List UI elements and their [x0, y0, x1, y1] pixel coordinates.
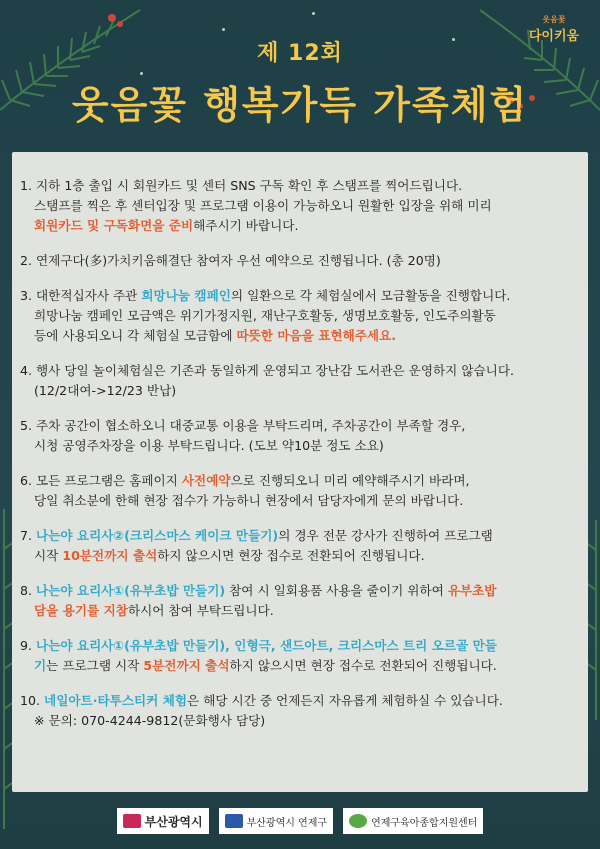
notice-item [20, 581, 582, 621]
notice-item [20, 286, 582, 346]
notice-text: 2. 연제구다(多)가치키움해결단 참여자 우선 예약으로 진행됩니다. (총 20명) [20, 253, 441, 268]
notice-text: 시청 공영주차장을 이용 부탁드립니다. (도보 약10분 정도 소요) [34, 438, 384, 453]
busan-city-logo [117, 808, 209, 834]
notice-line [20, 436, 582, 456]
footer-logos [0, 793, 600, 849]
highlighted-text: 담을 용기를 지참 [34, 603, 128, 618]
notice-line [20, 196, 582, 216]
notice-line [20, 601, 582, 621]
notice-text: (12/2대여->12/23 반납) [34, 383, 177, 398]
notice-text: 6. 모든 프로그램은 홈페이지 [20, 473, 182, 488]
notice-text: 은 해당 시간 중 언제든지 자유롭게 체험하실 수 있습니다. [187, 693, 503, 708]
notice-line [20, 216, 582, 236]
childcare-mark-icon [349, 814, 367, 828]
notice-line [20, 581, 582, 601]
notice-text: 시작 [34, 548, 63, 563]
notice-text: 1. 지하 1층 출입 시 회원카드 및 센터 SNS 구독 확인 후 스탬프를 찍어드립니다. [20, 178, 463, 193]
notice-line [20, 306, 582, 326]
notice-item [20, 691, 582, 731]
notice-line [20, 656, 582, 676]
busan-city-logo-text: 부산광역시 [144, 814, 203, 829]
notice-text: 의 일환으로 각 체험실에서 모금활동을 진행합니다. [230, 288, 511, 303]
notice-line [20, 471, 582, 491]
notice-text: 참여 시 일회용품 사용을 줄이기 위하여 [225, 583, 448, 598]
item-spacer [20, 236, 582, 251]
item-spacer [20, 456, 582, 471]
yeonje-gu-logo [219, 808, 333, 834]
highlighted-text: 나는야 요리사②(크리스마스 케이크 만들기) [36, 528, 279, 543]
notice-text: 당일 취소분에 한해 현장 접수가 가능하니 현장에서 담당자에게 문의 바랍니다. [34, 493, 464, 508]
notice-line [20, 251, 582, 271]
childcare-center-logo [343, 808, 483, 834]
star-decoration [312, 12, 315, 15]
notice-text: 하지 않으시면 현장 접수로 전환되어 진행됩니다. [157, 548, 425, 563]
item-spacer [20, 676, 582, 691]
highlighted-text: 따뜻한 마음을 표현해주세요. [236, 328, 397, 343]
notice-line [20, 176, 582, 196]
notice-list [20, 176, 582, 731]
item-spacer [20, 346, 582, 361]
notice-text: ※ 문의: 070-4244-9812(문화행사 담당) [34, 713, 266, 728]
notice-line [20, 691, 582, 711]
notice-text: 하시어 참여 부탁드립니다. [127, 603, 274, 618]
event-edition-subtitle: 제 12회 [257, 41, 343, 66]
notice-item [20, 471, 582, 511]
notice-text: 해주시기 바랍니다. [193, 218, 299, 233]
star-decoration [222, 28, 225, 31]
notice-text: 10. [20, 693, 45, 708]
busan-mark-icon [123, 814, 141, 828]
notice-text: 5. 주차 공간이 협소하오니 대중교통 이용을 부탁드리며, 주차공간이 부족할 경우, [20, 418, 466, 433]
notice-line [20, 381, 582, 401]
notice-text: 는 프로그램 시작 [46, 658, 144, 673]
yeonje-mark-icon [225, 814, 243, 828]
page-title: 웃음꽃 행복가득 가족체험 [71, 83, 529, 127]
logo-main-text: 다이키움 [528, 29, 580, 44]
notice-line [20, 711, 582, 731]
item-spacer [20, 511, 582, 526]
notice-line [20, 361, 582, 381]
notice-item [20, 361, 582, 401]
highlighted-text: 사전예약 [181, 473, 231, 488]
highlighted-text: 회원카드 및 구독화면을 준비 [34, 218, 194, 233]
highlighted-text: 기 [34, 658, 47, 673]
notice-text: 등에 사용되오니 각 체험실 모금함에 [34, 328, 237, 343]
notice-line [20, 286, 582, 306]
notice-line [20, 326, 582, 346]
notice-line [20, 526, 582, 546]
notice-panel [12, 152, 588, 792]
notice-text: 의 경우 전문 강사가 진행하여 프로그램 [278, 528, 493, 543]
notice-item [20, 636, 582, 676]
notice-text: 희망나눔 캠페인 모금액은 위기가정지원, 재난구호활동, 생명보호활동, 인도주의활동 [34, 308, 496, 323]
highlighted-text: 5분전까지 출석 [143, 658, 230, 673]
notice-item [20, 526, 582, 566]
item-spacer [20, 566, 582, 581]
highlighted-text: 유부초밥 [447, 583, 497, 598]
notice-text: 8. [20, 583, 37, 598]
highlighted-text: 희망나눔 캠페인 [141, 288, 231, 303]
highlighted-text: 10분전까지 출석 [62, 548, 158, 563]
notice-item [20, 251, 582, 271]
notice-line [20, 416, 582, 436]
notice-text: 으로 진행되오니 미리 예약해주시기 바라며, [230, 473, 470, 488]
highlighted-text: 네일아트·타투스티커 체험 [44, 693, 188, 708]
highlighted-text: 나는야 요리사①(유부초밥 만들기) [36, 583, 226, 598]
notice-text: 하지 않으시면 현장 접수로 전환되어 진행됩니다. [229, 658, 497, 673]
logo-small-text: 웃음꽃 [542, 15, 566, 24]
item-spacer [20, 621, 582, 636]
notice-item [20, 176, 582, 236]
notice-text: 스탬프를 찍은 후 센터입장 및 프로그램 이용이 가능하오니 원활한 입장을 위해 미리 [34, 198, 492, 213]
highlighted-text: 나는야 요리사①(유부초밥 만들기), 인형극, 샌드아트, 크리스마스 트리 오르골 만들 [36, 638, 497, 653]
notice-text: 7. [20, 528, 37, 543]
notice-line [20, 546, 582, 566]
yeonje-gu-logo-text: 부산광역시 연제구 [246, 817, 328, 829]
childcare-center-logo-text: 연제구육아종합지원센터 [371, 817, 478, 829]
notice-line [20, 491, 582, 511]
item-spacer [20, 271, 582, 286]
item-spacer [20, 401, 582, 416]
notice-line [20, 636, 582, 656]
notice-text: 9. [20, 638, 37, 653]
notice-text: 3. 대한적십자사 주관 [20, 288, 142, 303]
notice-item [20, 416, 582, 456]
notice-text: 4. 행사 당일 놀이체험실은 기존과 동일하게 운영되고 장난감 도서관은 운영하지 않습니다. [20, 363, 515, 378]
